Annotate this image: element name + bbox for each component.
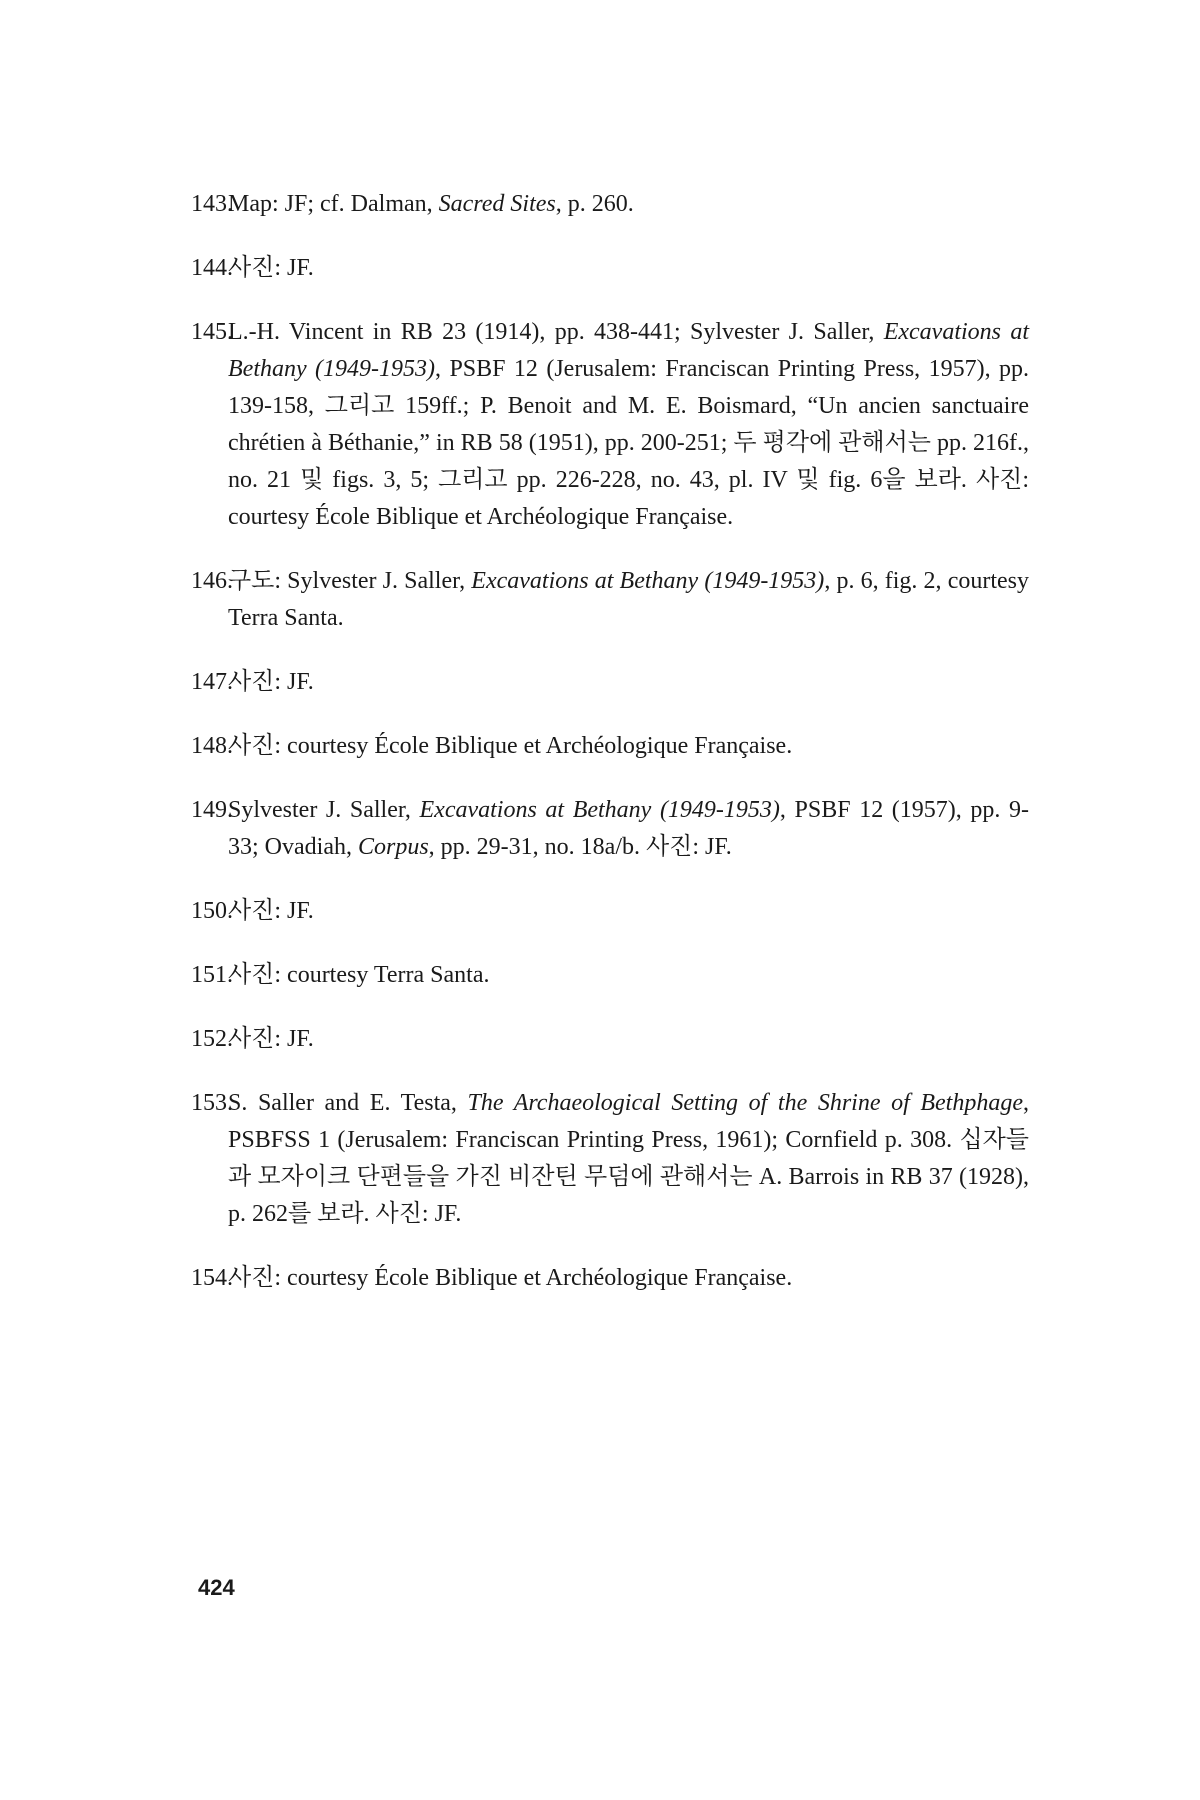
note-number: 153. [191,1090,233,1116]
note-number: 154. [191,1265,233,1291]
note-number: 147. [191,669,233,695]
note-segment: , PSBF 12 (1957), pp. 9-33; Ovadiah, [228,797,1029,860]
note-segment: 사진: JF. [228,898,314,924]
note-text [228,893,1029,930]
note-italic-title: Excavations at Bethany (1949-1953) [419,797,780,823]
note-segment: Sylvester J. Saller, [228,797,420,823]
note-text [228,314,1029,536]
note-segment: , p. 6, fig. 2, courtesy Terra Santa. [228,568,1029,631]
note-146 [191,563,1029,637]
note-145 [191,314,1029,536]
note-segment: 사진: JF. [228,255,314,281]
note-149 [191,792,1029,866]
note-segment: , p. 260. [555,191,634,217]
page-number: 424 [198,1575,235,1600]
note-italic-title: The Archaeological Setting of the Shrine of Bethphage [467,1090,1023,1116]
note-144 [191,250,1029,287]
note-italic-title: Sacred Sites [438,191,556,217]
note-segment: 사진: JF. [228,669,314,695]
note-text [228,957,1029,994]
note-text [228,664,1029,701]
note-number: 151. [191,962,233,988]
note-143 [191,186,1029,223]
note-italic-title: Excavations at Bethany (1949-1953) [228,319,1029,382]
note-segment: Map: JF; cf. Dalman, [228,191,439,217]
note-148 [191,728,1029,765]
note-number: 148. [191,733,233,759]
note-151 [191,957,1029,994]
note-text [228,728,1029,765]
note-153 [191,1085,1029,1233]
note-152 [191,1021,1029,1058]
note-segment: 사진: JF. [228,1026,314,1052]
note-number: 146. [191,568,233,594]
note-text [228,1085,1029,1233]
note-segment: 사진: courtesy Terra Santa. [228,962,490,988]
note-text [228,250,1029,287]
note-segment: , PSBF 12 (Jerusalem: Franciscan Printing Press, 1957), pp. 139-158, 그리고 159ff.; P. Benoit and M. E. Boismard, “Un ancien sanctuaire chrétien à Béthanie,” in RB 58 (1951), pp. 200-251; 두 평각에 관해서는 pp. 216f., no. 21 및 figs. 3, 5; 그리고 pp. 226-228, no. 43, pl. IV 및 fig. 6을 보라. 사진: courtesy École Biblique et Archéologique Française. [228,356,1030,530]
note-text [228,1260,1029,1297]
note-segment: 사진: courtesy École Biblique et Archéologique Française. [228,733,793,759]
note-italic-title: Excavations at Bethany (1949-1953) [471,568,825,594]
note-text [228,1021,1029,1058]
note-number: 144. [191,255,233,281]
note-text [228,792,1029,866]
note-segment: , PSBFSS 1 (Jerusalem: Franciscan Printing Press, 1961); Cornfield p. 308. 십자들과 모자이크 단편들을 가진 비잔틴 무덤에 관해서는 A. Barrois in RB 37 (1928), p. 262를 보라. 사진: JF. [228,1090,1029,1227]
note-segment: S. Saller and E. Testa, [228,1090,468,1116]
note-segment: , pp. 29-31, no. 18a/b. 사진: JF. [428,834,732,860]
note-text [228,563,1029,637]
note-italic-title: Corpus [357,834,429,860]
note-number: 145. [191,319,233,345]
note-segment: L.-H. Vincent in RB 23 (1914), pp. 438-441; Sylvester J. Saller, [228,319,884,345]
note-150 [191,893,1029,930]
endnotes-list [191,186,1029,1297]
note-147 [191,664,1029,701]
note-number: 143. [191,191,233,217]
note-segment: 사진: courtesy École Biblique et Archéologique Française. [228,1265,793,1291]
note-154 [191,1260,1029,1297]
note-segment: 구도: Sylvester J. Saller, [228,568,472,594]
note-number: 152. [191,1026,233,1052]
note-number: 149. [191,797,233,823]
note-number: 150. [191,898,233,924]
note-text [228,186,1029,223]
